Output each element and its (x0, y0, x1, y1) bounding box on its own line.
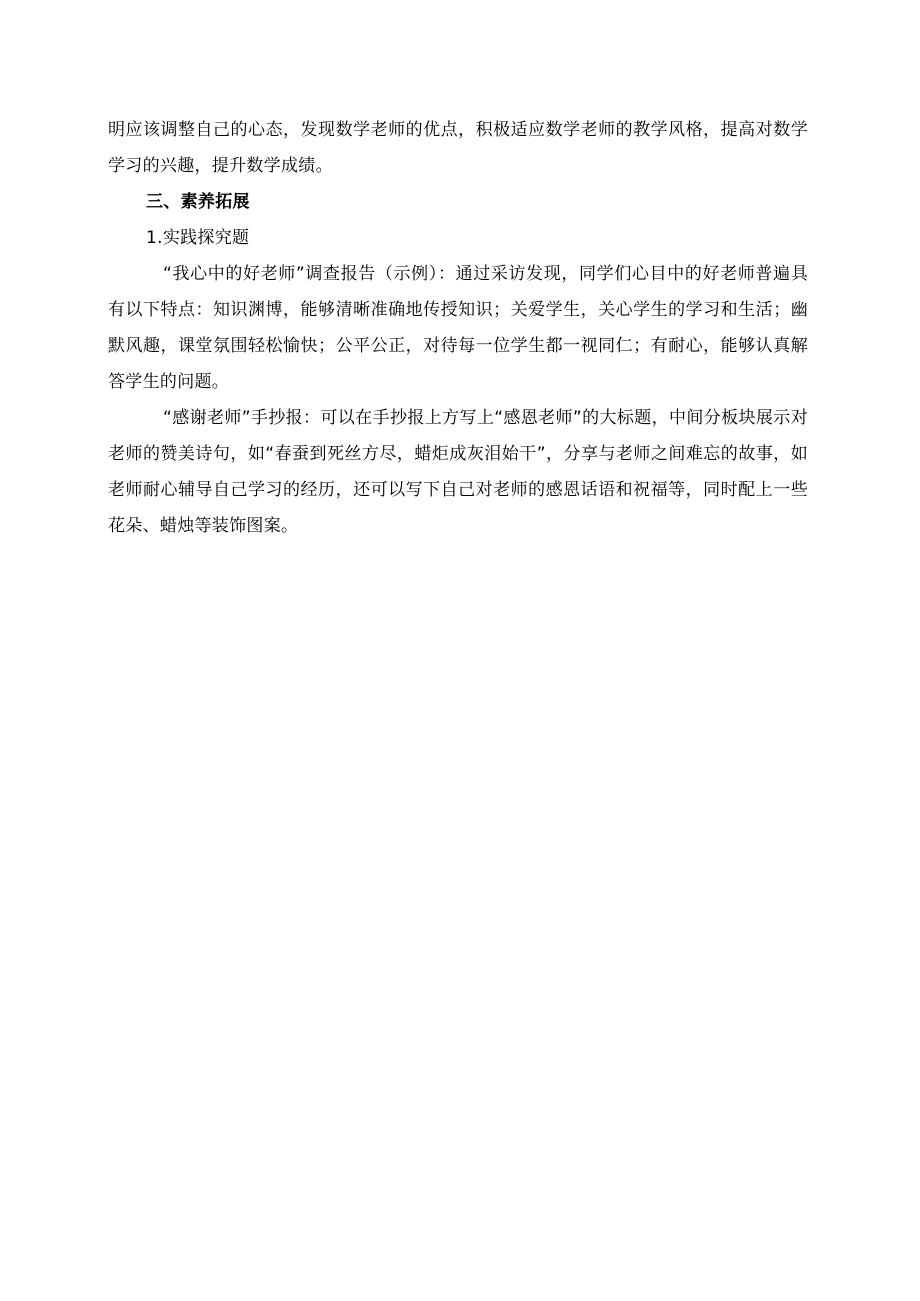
survey-report-paragraph: “我心中的好老师”调查报告（示例）：通过采访发现，同学们心目中的好老师普遍具有以下特点：知识渊博，能够清晰准确地传授知识；关爱学生，关心学生的学习和生活；幽默风趣，课堂氛围轻松愉快；公平公正，对待每一位学生都一视同仁；有耐心，能够认真解答学生的问题。 (108, 264, 808, 392)
subsection-heading: 1.实践探究题 (146, 228, 250, 248)
handwritten-newspaper-paragraph: “感谢老师”手抄报：可以在手抄报上方写上“感恩老师”的大标题，中间分板块展示对老师的赞美诗句，如“春蚕到死丝方尽，蜡炬成灰泪始干”，分享与老师之间难忘的故事，如老师耐心辅导自己学习的经历，还可以写下自己对老师的感恩话语和祝福等，同时配上一些花朵、蜡烛等装饰图案。 (108, 408, 808, 536)
continued-paragraph: 明应该调整自己的心态，发现数学老师的优点，积极适应数学老师的教学风格，提高对数学学习的兴趣，提升数学成绩。 (108, 120, 808, 176)
section-heading: 三、素养拓展 (146, 192, 250, 212)
document-body (108, 112, 808, 544)
